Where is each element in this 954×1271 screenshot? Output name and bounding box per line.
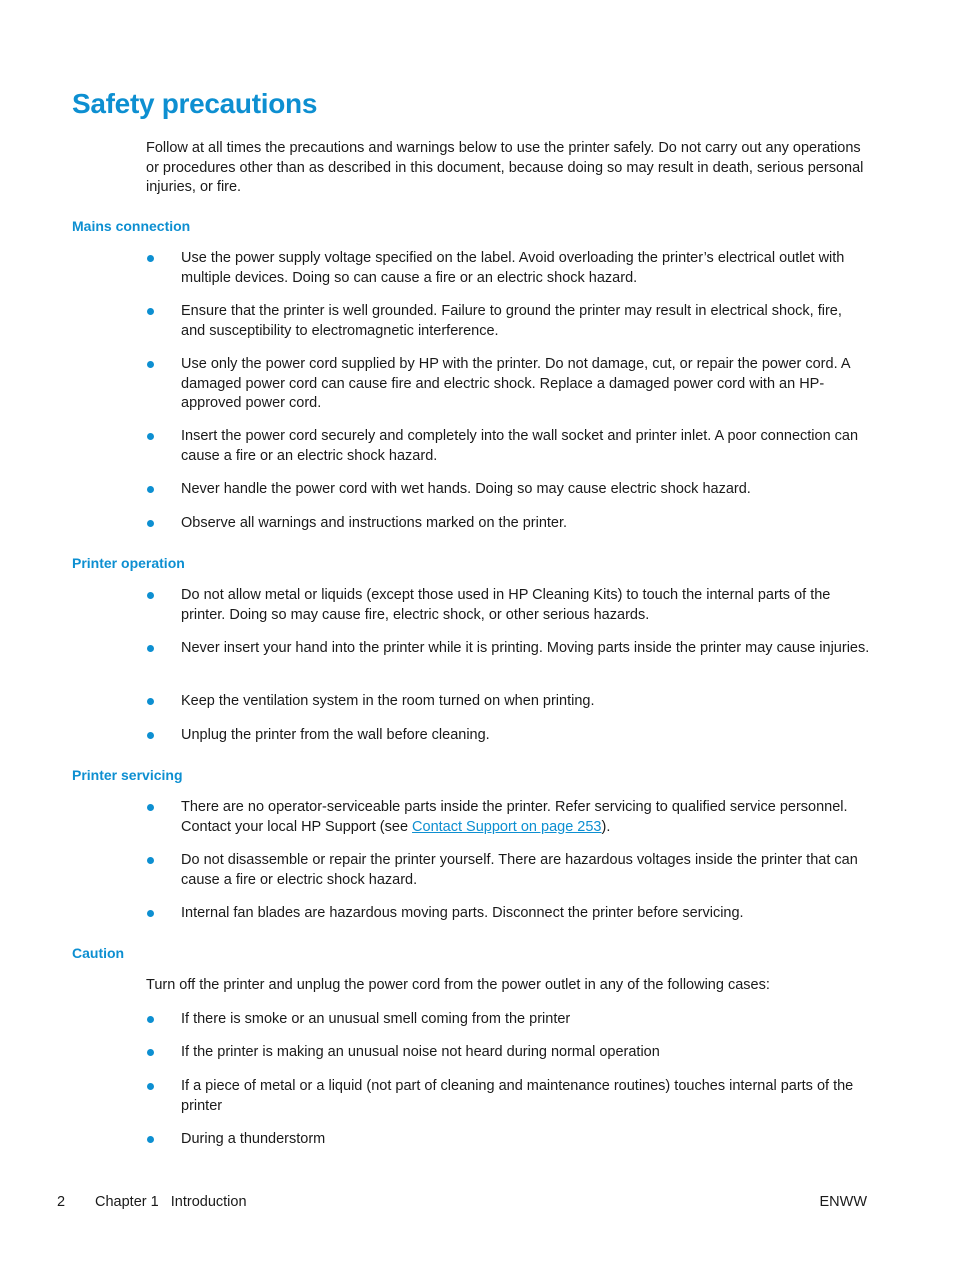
- footer-enww: ENWW: [819, 1194, 867, 1210]
- list-item-text: Ensure that the printer is well grounded. Failure to ground the printer may result in electrical shock, fire, and susceptibility to electromagnetic interference.: [181, 303, 842, 339]
- list-item-text: Keep the ventilation system in the room turned on when printing.: [181, 693, 595, 709]
- list-item-text: Do not disassemble or repair the printer yourself. There are hazardous voltages inside the printer that can cause a fire or electric shock hazard.: [181, 852, 858, 888]
- bullet-icon: [147, 857, 154, 864]
- page-title: Safety precautions: [72, 88, 318, 119]
- list-item: [146, 726, 870, 746]
- bullet-icon: [147, 520, 154, 527]
- list-item-text: If there is smoke or an unusual smell coming from the printer: [181, 1011, 571, 1027]
- list-item-text: During a thunderstorm: [181, 1131, 326, 1147]
- bullet-icon: [147, 361, 154, 368]
- bullet-icon: [147, 433, 154, 440]
- page-number: 2: [57, 1194, 66, 1210]
- list-item: [146, 692, 870, 712]
- section-heading-printer-servicing: Printer servicing: [72, 767, 183, 783]
- bullet-icon: [147, 732, 154, 739]
- list-item-text: Never insert your hand into the printer while it is printing. Moving parts inside the printer may cause injuries.: [181, 640, 870, 656]
- list-item: [146, 1010, 870, 1030]
- section-heading-mains-connection: Mains connection: [72, 218, 191, 234]
- bullet-icon: [147, 1049, 154, 1056]
- bullet-icon: [147, 1136, 154, 1143]
- list-item-text: Use only the power cord supplied by HP with the printer. Do not damage, cut, or repair the power cord. A damaged power cord can cause fire and electric shock. Replace a damaged power cord with an HP-approved power cord.: [181, 356, 850, 411]
- list-item-text: Use the power supply voltage specified on the label. Avoid overloading the printer’s electrical outlet with multiple devices. Doing so can cause a fire or an electric shock hazard.: [181, 250, 845, 286]
- list-item: [146, 798, 870, 837]
- list-item-text: Never handle the power cord with wet hands. Doing so may cause electric shock hazard.: [181, 481, 751, 497]
- section-heading-printer-operation: Printer operation: [72, 555, 185, 571]
- list-item-text: If the printer is making an unusual noise not heard during normal operation: [181, 1044, 660, 1060]
- list-item: [146, 249, 870, 288]
- list-item-text: Insert the power cord securely and completely into the wall socket and printer inlet. A poor connection can cause a fire or an electric shock hazard.: [181, 428, 859, 464]
- list-item: [146, 586, 870, 625]
- list-item: [146, 1043, 870, 1063]
- bullet-icon: [147, 910, 154, 917]
- section-heading-caution: Caution: [72, 945, 125, 961]
- list-item-text: Observe all warnings and instructions marked on the printer.: [181, 515, 568, 531]
- contact-support-link[interactable]: Contact Support on page 253: [412, 818, 602, 835]
- list-item: [146, 514, 870, 534]
- list-item: [146, 639, 870, 659]
- list-item: [146, 480, 870, 500]
- list-item: [146, 302, 870, 341]
- bullet-icon: [147, 486, 154, 493]
- bullet-icon: [147, 255, 154, 262]
- list-item: [146, 904, 870, 924]
- list-item: [146, 1077, 870, 1116]
- list-item-text: Internal fan blades are hazardous moving parts. Disconnect the printer before servicing.: [181, 905, 744, 921]
- bullet-icon: [147, 1083, 154, 1090]
- bullet-icon: [147, 1016, 154, 1023]
- bullet-icon: [147, 308, 154, 315]
- list-item: [146, 1130, 870, 1150]
- chapter-label: Chapter 1 Introduction: [95, 1194, 247, 1210]
- intro-paragraph: Follow at all times the precautions and warnings below to use the printer safely. Do not carry out any operations or procedures other than as described in this document, because doing so may result in death, serious personal injuries, or fire.: [146, 140, 864, 195]
- list-item: [146, 851, 870, 890]
- bullet-icon: [147, 645, 154, 652]
- list-item-text: Unplug the printer from the wall before cleaning.: [181, 727, 490, 743]
- list-item-text: If a piece of metal or a liquid (not part of cleaning and maintenance routines) touches internal parts of the printer: [181, 1078, 854, 1114]
- bullet-icon: [147, 698, 154, 705]
- list-item: [146, 355, 870, 414]
- bullet-icon: [147, 804, 154, 811]
- list-item: [146, 427, 870, 466]
- caution-intro: Turn off the printer and unplug the power cord from the power outlet in any of the following cases:: [146, 977, 770, 993]
- bullet-icon: [147, 592, 154, 599]
- list-item-text: Do not allow metal or liquids (except those used in HP Cleaning Kits) to touch the internal parts of the printer. Doing so may cause fire, electric shock, or other serious hazards.: [181, 587, 831, 623]
- list-item-text: There are no operator-serviceable parts inside the printer. Refer servicing to qualified service personnel. Contact your local HP Support (see Contact Support on page 253).: [181, 799, 848, 835]
